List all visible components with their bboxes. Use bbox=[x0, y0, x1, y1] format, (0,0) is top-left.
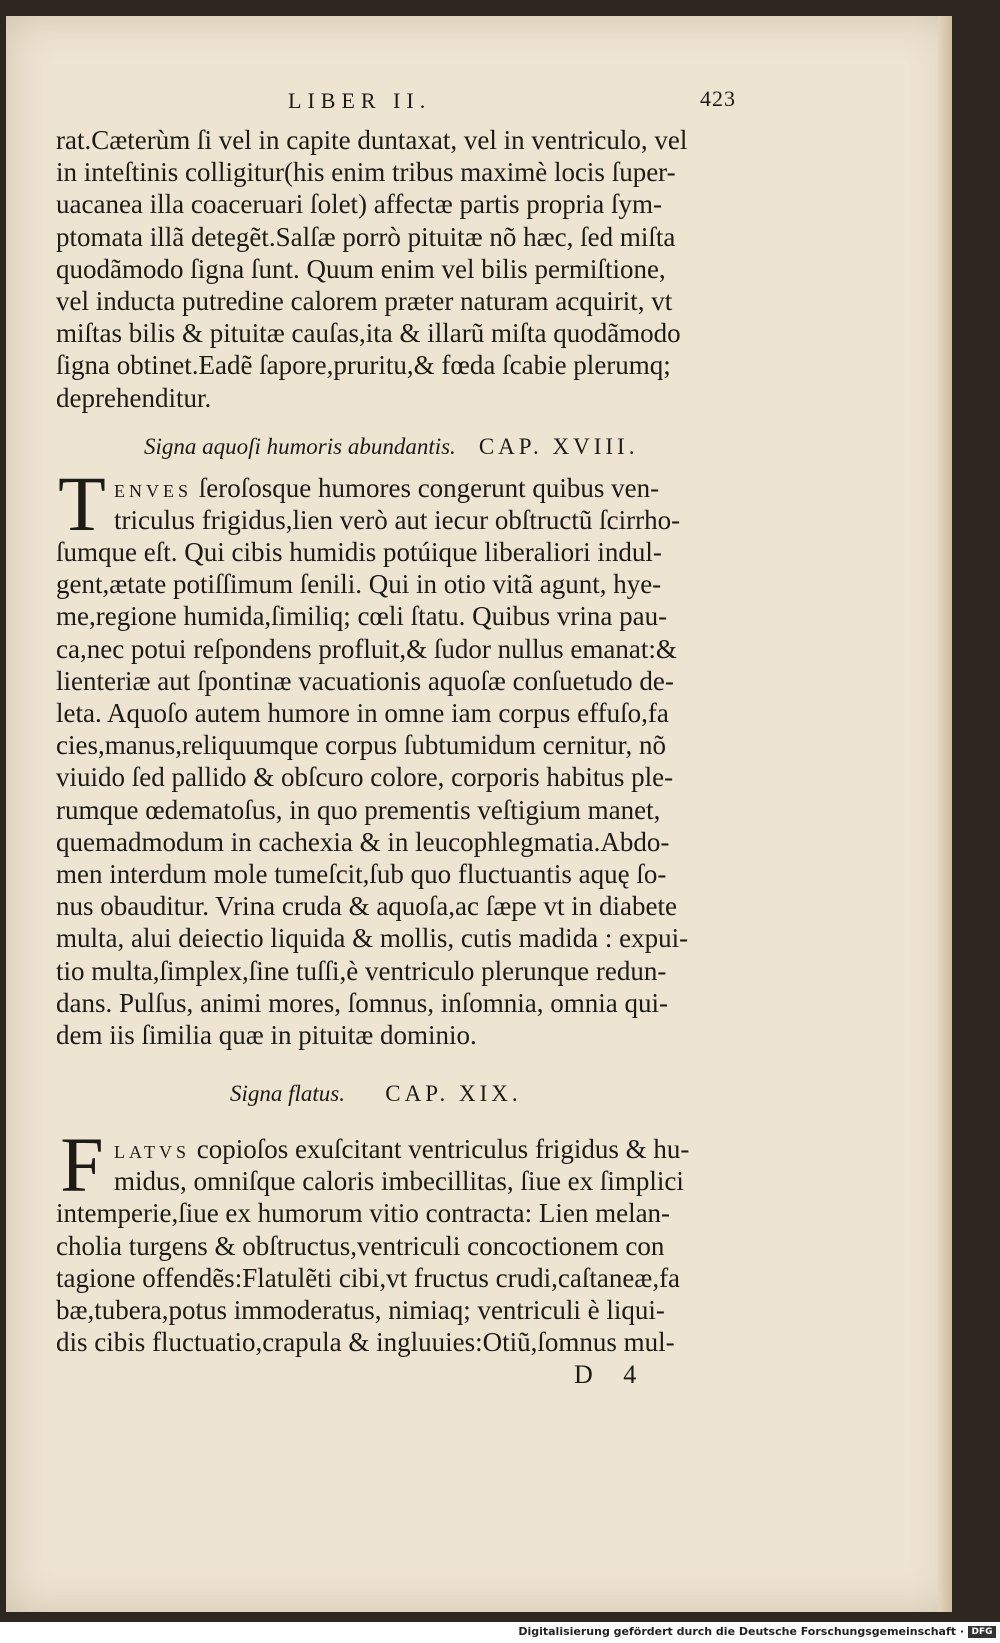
text-line: dis cibis fluctuatio,crapula & ingluuies:Otiũ,ſomnus mul- bbox=[56, 1327, 675, 1358]
text-line: vel inducta putredine calorem præter naturam acquirit, vt bbox=[56, 285, 673, 316]
page-edge bbox=[938, 16, 952, 1612]
text-line: lienteriæ aut ſpontinæ vacuationis aquoſæ conſuetudo de- bbox=[56, 665, 674, 696]
book-page bbox=[6, 16, 952, 1612]
page-number: 423 bbox=[700, 86, 736, 111]
text-line: ptomata illã detegẽt.Salſæ porrò pituitæ nõ hæc, ſed miſta bbox=[56, 221, 676, 252]
text-line: in inteſtinis colligitur(his enim tribus maximè locis ſuper- bbox=[56, 157, 676, 188]
text-line: ſumque eſt. Qui cibis humidis potúique liberaliori indul- bbox=[56, 537, 662, 568]
text-block bbox=[56, 86, 736, 1398]
signature-line bbox=[56, 1358, 736, 1398]
chapter-title: Signa aquoſi humoris abundantis. bbox=[144, 433, 456, 459]
text-line: multa, alui deiectio liquida & mollis, cutis madida : expui- bbox=[56, 923, 689, 954]
running-head-title: LIBER II. bbox=[288, 88, 432, 113]
text-line: gent,ætate potiſſimum ſenili. Qui in otio vitã agunt, hye- bbox=[56, 569, 662, 600]
text-line: uacanea illa coaceruari ſolet) affectæ partis propria ſym- bbox=[56, 189, 662, 220]
text-line: cholia turgens & obſtructus,ventriculi concoctionem con bbox=[56, 1230, 665, 1261]
paragraph-continued bbox=[56, 124, 736, 414]
text-line: midus, omniſque caloris imbecillitas, ſiue ex ſimplici bbox=[114, 1166, 684, 1197]
paragraph-chapter-18 bbox=[56, 459, 736, 1051]
drop-cap: F bbox=[60, 1121, 104, 1209]
text-line: miſtas bilis & pituitæ cauſas,ita & illarũ miſta quodãmodo bbox=[56, 318, 681, 349]
chapter-heading-18 bbox=[56, 422, 736, 472]
text-run: copioſos exuſcitant ventriculus frigidus & hu- bbox=[190, 1134, 690, 1165]
text-line: ca,nec potui reſpondens profluit,& ſudor nullus emanat:& bbox=[56, 633, 677, 664]
chapter-title: Signa flatus. bbox=[230, 1081, 346, 1107]
text-line bbox=[56, 1133, 736, 1165]
text-line: rumque œdematoſus, in quo prementis veſtigium manet, bbox=[56, 794, 661, 825]
text-line: dans. Pulſus, animi mores, ſomnus, inſomnia, omnia qui- bbox=[56, 987, 668, 1018]
text-line: dem iis ſimilia quæ in pituitæ dominio. bbox=[56, 1019, 477, 1050]
text-line: bæ,tubera,potus immoderatus, nimiaq; ventriculi è liqui- bbox=[56, 1295, 665, 1325]
text-line: men interdum mole tumeſcit,ſub quo fluctuantis aquę ſo- bbox=[56, 858, 667, 889]
text-line: ſigna obtinet.Eadẽ ſapore,pruritu,& fœda ſcabie plerumq; bbox=[56, 350, 671, 381]
text-line: viuido ſed pallido & obſcuro colore, corporis habitus ple- bbox=[56, 762, 674, 793]
text-line: cies,manus,reliquumque corpus ſubtumidum cernitur, nõ bbox=[56, 730, 667, 761]
funding-notice: Digitalisierung gefördert durch die Deutsche Forschungsgemeinschaft · bbox=[518, 1625, 964, 1638]
footer-bar bbox=[0, 1622, 1000, 1643]
text-line: tagione offendẽs:Flatulẽti cibi,vt fructus crudi,caſtaneæ,fa bbox=[56, 1262, 681, 1293]
chapter-heading-19 bbox=[56, 1069, 736, 1119]
text-line: me,regione humida,ſimiliq; cœli ſtatu. Quibus vrina pau- bbox=[56, 601, 668, 632]
text-line: rat.Cæterùm ſi vel in capite duntaxat, vel in ventriculo, vel bbox=[56, 125, 688, 155]
text-line: triculus frigidus,lien verò aut iecur obſtructũ ſcirrho- bbox=[114, 504, 681, 535]
small-caps-word: LATVS bbox=[114, 1142, 191, 1163]
text-line: tio multa,ſimplex,ſine tuſſi,è ventriculo plerunque redun- bbox=[56, 955, 667, 986]
chapter-number: CAP. XVIII. bbox=[478, 433, 639, 459]
chapter-number: CAP. XIX. bbox=[385, 1081, 522, 1107]
text-line: quodãmodo ſigna ſunt. Quum enim vel bilis permiſtione, bbox=[56, 253, 666, 284]
text-line: quemadmodum in cachexia & in leucophlegmatia.Abdo- bbox=[56, 826, 670, 857]
text-line: deprehenditur. bbox=[56, 382, 212, 413]
small-caps-word: ENVES bbox=[114, 480, 192, 501]
text-line bbox=[56, 472, 736, 504]
text-line: nus obauditur. Vrina cruda & aquoſa,ac ſæpe vt in diabete bbox=[56, 891, 677, 922]
running-head bbox=[56, 86, 736, 124]
text-run: ſeroſosque humores congerunt quibus ven- bbox=[192, 472, 660, 503]
drop-cap: T bbox=[58, 459, 106, 547]
text-line: leta. Aquoſo autem humore in omne iam corpus effuſo,fa bbox=[56, 698, 669, 728]
paragraph-chapter-19 bbox=[56, 1121, 736, 1358]
text-line: intemperie,ſiue ex humorum vitio contracta: Lien melan- bbox=[56, 1198, 671, 1229]
dfg-logo: DFG bbox=[968, 1626, 996, 1638]
signature-mark: D 4 bbox=[574, 1360, 649, 1390]
